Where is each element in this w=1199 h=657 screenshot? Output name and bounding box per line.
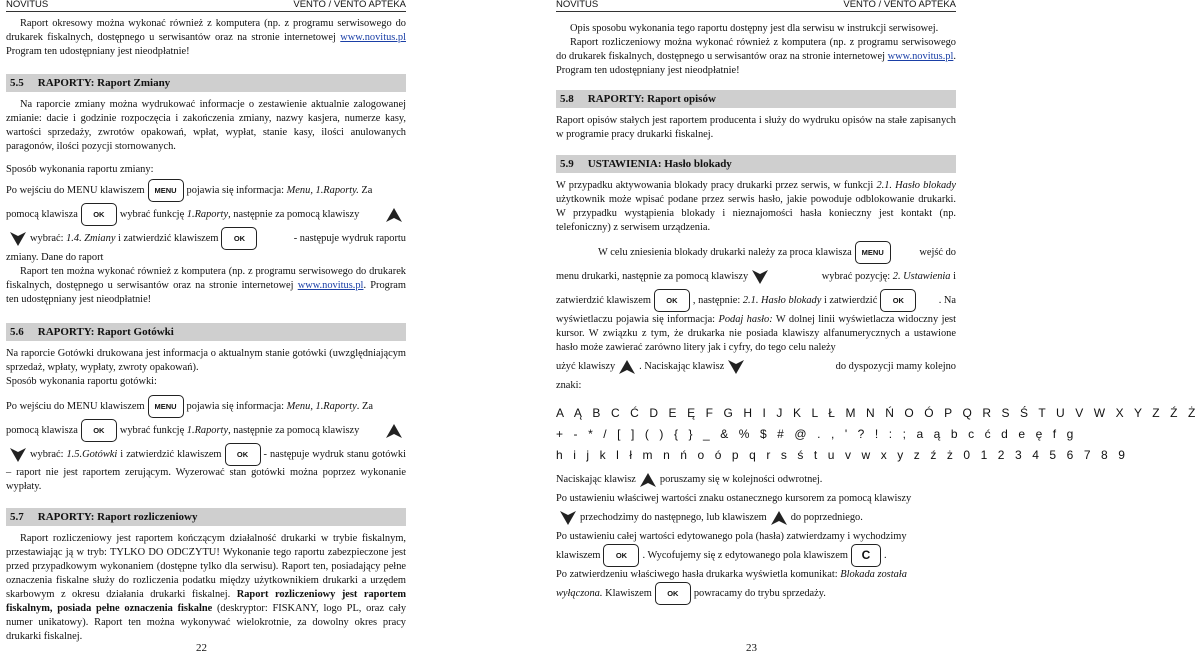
page-number: 23 bbox=[746, 642, 757, 654]
ok-key: OK bbox=[880, 289, 916, 312]
chars-row-1: A Ą B C Ć D E Ę F G H I J K L Ł M N Ń O Ó P Q R S Ś T U V W X Y Z Ź Ż bbox=[556, 406, 1199, 420]
s59-line-8: przechodzimy do następnego, lub klawiszem do poprzedniego. bbox=[556, 506, 956, 530]
s56-paragraph: Na raporcie Gotówki drukowana jest informacja o aktualnym stanie gotówki (uwzględniającym sprzedaż, wpłaty, wypłaty, zwroty opakowań). bbox=[6, 348, 406, 373]
novitus-link[interactable]: www.novitus.pl bbox=[340, 32, 406, 43]
s59-line-6: Naciskając klawisz poruszamy się w kolejności odwrotnej. bbox=[556, 468, 956, 492]
s55-line-1: Po wejściu do MENU klawiszem MENU pojawia się informacja: Menu, 1.Raporty. Za bbox=[6, 179, 406, 203]
s59-line-1: W celu zniesienia blokady drukarki należy za proca klawisza MENU wejść do bbox=[556, 241, 956, 265]
header-left: NOVITUS bbox=[6, 0, 49, 10]
chars-row-3: h i j k l ł m n ń o ó p q r s ś t u v w x y z ź ż 0 1 2 3 4 5 6 7 8 9 bbox=[556, 448, 1129, 462]
novitus-link[interactable]: www.novitus.pl bbox=[297, 280, 364, 291]
section-5-6-heading: 5.6 RAPORTY: Raport Gotówki bbox=[6, 323, 406, 341]
page-header bbox=[556, 0, 956, 12]
s58-paragraph: Raport opisów stałych jest raportem producenta i służy do wydruku opisów na stałe zapisanych w programie pracy drukarki fiskalnej. bbox=[556, 115, 956, 140]
triangle-up-icon bbox=[770, 510, 788, 526]
s57-paragraph: Raport rozliczeniowy jest raportem kończącym działalność drukarki w trybie fiskalnym, przestawiając ją w tryb: TYLKO DO ODCZYTU! Wykonanie tego raportu zabezpieczone jest przed przypadkowym wykonaniem (dostępne tylko dla serwisu). Raport ten, posiadający pełne oznaczenia fiskalne służy do rozliczenia podatku między użytkownikiem drukarki a urzędem skarbowym z okresu działania drukarki fiskalnej. Raport rozliczeniowy jest raportem fiskalnym, posiada pełne oznaczenia fiskalne (deskryptor: FISKANY, logo PL, oraz cały numer unikatowy). Raport ten można wykonywać wielokrotnie, za dowolny okres pracy drukarki fiskalnej. bbox=[6, 533, 407, 642]
s56-how: Sposób wykonania raportu gotówki: bbox=[6, 376, 157, 387]
ok-key: OK bbox=[81, 419, 117, 442]
triangle-down-icon bbox=[9, 447, 27, 463]
header-right: VENTO / VENTO APTEKA bbox=[843, 0, 956, 10]
s55-how: Sposób wykonania raportu zmiany: bbox=[6, 164, 154, 175]
novitus-link[interactable]: www.novitus.pl bbox=[887, 51, 954, 62]
ok-key: OK bbox=[81, 203, 117, 226]
top-paragraph-1: Opis sposobu wykonania tego raportu dostępny jest dla serwisu w instrukcji serwisowej. bbox=[570, 23, 939, 34]
s59-line-10: klawiszem OK . Wycofujemy się z edytowanego pola klawiszem C . bbox=[556, 544, 956, 568]
triangle-down-icon bbox=[9, 231, 27, 247]
top-paragraph-2: Raport rozliczeniowy można wykonać również z komputera (np. z programu serwisowego do drukarek fiskalnych, dostępnego u serwisantów oraz na stronie internetowej www.novitus.pl. Program ten udostępniany jest nieodpłatnie! bbox=[556, 37, 956, 76]
menu-key: MENU bbox=[855, 241, 891, 264]
s59-line-4: użyć klawiszy . Naciskając klawisz do dyspozycji mamy kolejno bbox=[556, 355, 956, 379]
section-5-5-heading: 5.5 RAPORTY: Raport Zmiany bbox=[6, 74, 406, 92]
right-page bbox=[556, 0, 1199, 657]
triangle-up-icon bbox=[385, 207, 403, 223]
s55-line-2: pomocą klawisza OK wybrać funkcję 1.Raporty, następnie za pomocą klawiszy bbox=[6, 203, 406, 227]
section-5-8-heading: 5.8 RAPORTY: Raport opisów bbox=[556, 90, 956, 108]
chars-row-2: + - * / [ ] ( ) { } _ & % $ # @ . , ' ? ! : ; a ą b c ć d e ę f g bbox=[556, 427, 1077, 441]
c-key: C bbox=[851, 544, 881, 567]
s55-paragraph: Na raporcie zmiany można wydrukować informacje o zestawienie aktualnie zalogowanej zmianie: dacie i godzinie rozpoczęcia i zakończenia zmiany, nazwy kasjera, numerze kasy, wartości sprzedaży, zwrotów opakowań, wpłat, wypłat, stanie kasy, ilości anulowanych paragonów, ilości pozycji stornowanych. bbox=[6, 99, 406, 152]
menu-key: MENU bbox=[148, 179, 184, 202]
page-number: 22 bbox=[196, 642, 207, 654]
s56-line-3: wybrać: 1.5.Gotówki i zatwierdzić klawiszem OK - następuje wydruk stanu gotówki – raport nie jest raportem zerującym. Wyzerować stan gotówki można poprzez wykonanie wypłaty. bbox=[6, 443, 406, 494]
triangle-down-icon bbox=[751, 269, 769, 285]
left-page bbox=[6, 0, 406, 657]
s59-line-9: Po ustawieniu całej wartości edytowanego pola (hasła) zatwierdzamy i wychodzimy bbox=[556, 531, 907, 542]
menu-key: MENU bbox=[148, 395, 184, 418]
s59-line-5: znaki: bbox=[556, 380, 582, 391]
s55-line-4: zmiany. Dane do raport bbox=[6, 252, 104, 263]
s59-line-2: menu drukarki, następnie za pomocą klawiszy wybrać pozycję: 2. Ustawienia i bbox=[556, 265, 956, 289]
section-5-9-heading: 5.9 USTAWIENIA: Hasło blokady bbox=[556, 155, 956, 173]
ok-key: OK bbox=[603, 544, 639, 567]
s56-line-1: Po wejściu do MENU klawiszem MENU pojawia się informacja: Menu, 1.Raporty. Za bbox=[6, 395, 406, 419]
ok-key: OK bbox=[655, 582, 691, 605]
header-left: NOVITUS bbox=[556, 0, 599, 10]
triangle-up-icon bbox=[639, 472, 657, 488]
ok-key: OK bbox=[221, 227, 257, 250]
page-header bbox=[6, 0, 406, 12]
triangle-up-icon bbox=[385, 423, 403, 439]
triangle-down-icon bbox=[559, 510, 577, 526]
s59-line-11: Po zatwierdzeniu właściwego hasła drukarka wyświetla komunikat: Blokada została bbox=[556, 569, 907, 580]
triangle-down-icon bbox=[727, 359, 745, 375]
s59-line-7: Po ustawieniu właściwej wartości znaku ostanecznego kursorem za pomocą klawiszy bbox=[556, 493, 912, 504]
ok-key: OK bbox=[654, 289, 690, 312]
s59-paragraph-1: W przypadku aktywowania blokady pracy drukarki przez serwis, w funkcji 2.1. Hasło blokady użytkownik może wpisać podane przez serwis hasło, jakie powoduje odblokowanie drukarki. W przypadku wystąpienia blokady i nieznajomości hasła konieczny jest kontakt (np. telefoniczny) z serwisem urządzenia. bbox=[556, 180, 956, 233]
section-5-7-heading: 5.7 RAPORTY: Raport rozliczeniowy bbox=[6, 508, 406, 526]
triangle-up-icon bbox=[618, 359, 636, 375]
header-right: VENTO / VENTO APTEKA bbox=[293, 0, 406, 10]
s59-line-3: zatwierdzić klawiszem OK , następnie: 2.1. Hasło blokady i zatwierdzić OK . Na bbox=[556, 289, 956, 313]
ok-key: OK bbox=[225, 443, 261, 466]
s56-line-2: pomocą klawisza OK wybrać funkcję 1.Raporty, następnie za pomocą klawiszy bbox=[6, 419, 406, 443]
s59-paragraph-2: wyświetlaczu pojawia się informacja: Podaj hasło: W dolnej linii wyświetlacza widoczny jest kursor. W związku z tym, że drukarka nie posiada klawiszy alfanumerycznych a ustawione hasło może zawierać zarówno litery jak i cyfry, do tego celu należy bbox=[556, 314, 956, 353]
s55-computer-paragraph: Raport ten można wykonać również z komputera (np. z programu serwisowego do drukarek fiskalnych, dostępnego u serwisantów oraz na stronie internetowej www.novitus.pl. Program ten udostępniany jest nieodpłatnie! bbox=[6, 266, 407, 305]
s55-line-3: wybrać: 1.4. Zmiany i zatwierdzić klawiszem OK - następuje wydruk raportu bbox=[6, 227, 406, 251]
intro-paragraph: Raport okresowy można wykonać również z komputera (np. z programu serwisowego do drukarek fiskalnych, dostępnego u serwisantów oraz na stronie internetowej www.novitus.pl Program ten udostępniany jest nieodpłatnie! bbox=[6, 18, 406, 57]
s59-line-12: wyłączona. Klawiszem OK powracamy do trybu sprzedaży. bbox=[556, 582, 956, 606]
